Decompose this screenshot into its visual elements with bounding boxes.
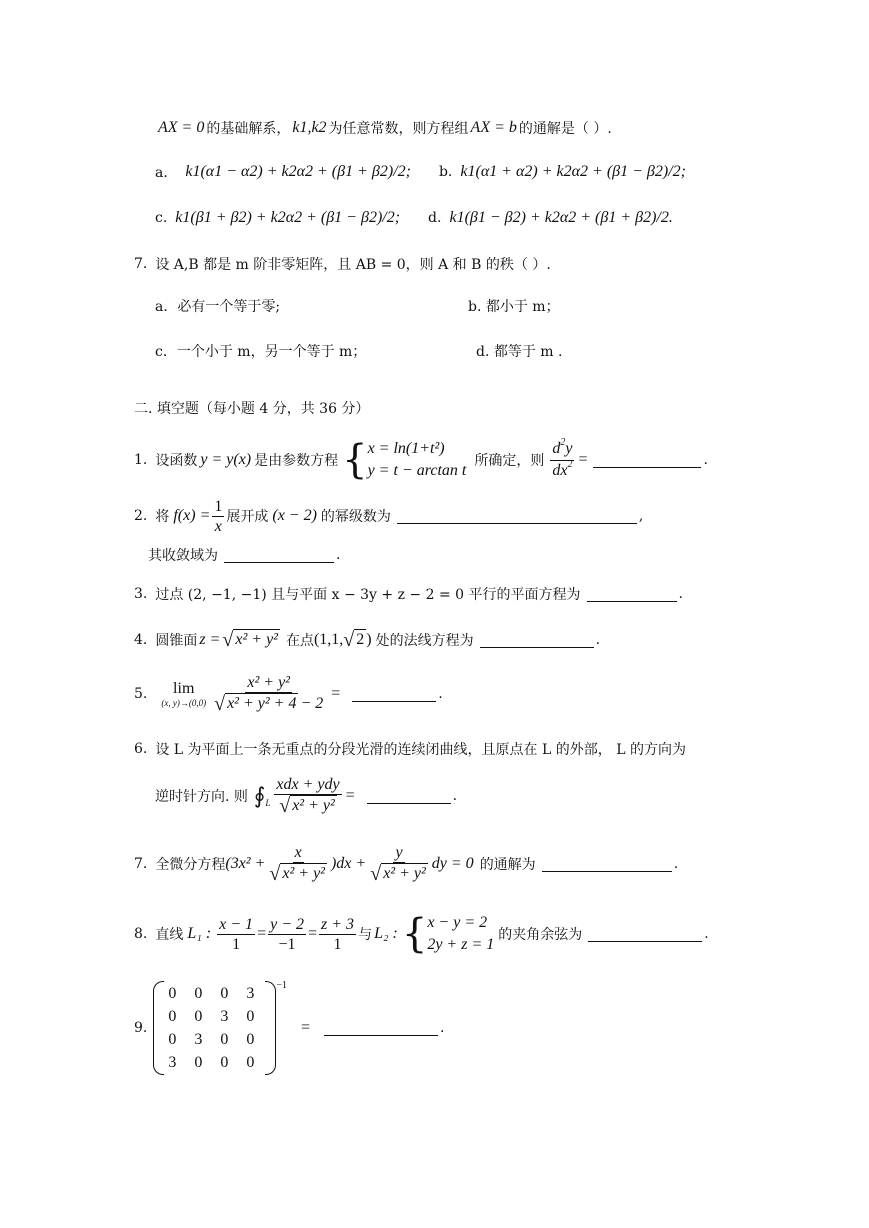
fill-1-mid: 是由参数方程 [254, 453, 339, 469]
fill-6-number: 6. [134, 741, 148, 757]
fill-1-end: . [703, 452, 708, 468]
matrix-row-4: 3 0 0 0 [168, 1054, 262, 1071]
q7-text: 设 A,B 都是 m 阶非零矩阵，且 AB = 0，则 A 和 B 的秩（ ）. [155, 257, 551, 273]
fill-4-point: (1,1, [313, 631, 344, 648]
fill-5-end: . [438, 686, 443, 702]
fill-8-answer-blank[interactable] [588, 927, 702, 942]
q6-option-row-1 [155, 152, 686, 192]
homogeneous-system: AX = 0 [158, 119, 205, 136]
sqrt-icon-5: √ [269, 863, 281, 885]
cone-radicand: x² + y² [233, 629, 280, 651]
fill-3-number: 3. [134, 586, 148, 602]
q7-option-b-text: b. 都小于 m； [468, 299, 560, 315]
nonhomogeneous-system: AX = b [470, 119, 517, 136]
sqrt-icon-3: √ [214, 693, 226, 715]
fill-4-mid: 在点 [285, 633, 314, 649]
q7-option-d [476, 341, 563, 361]
sqrt-icon-2: √ [343, 629, 355, 651]
fill-9 [134, 978, 444, 1078]
l1-x-fraction [217, 915, 255, 954]
fill-7-number: 7. [134, 856, 148, 872]
q6-option-row-2 [155, 198, 673, 238]
fill-1-number: 1. [134, 452, 148, 468]
sqrt-icon: √ [222, 629, 234, 651]
sqrt-icon-6: √ [370, 863, 382, 885]
fill-3-text: 过点 (2, −1, −1) 且与平面 x − 3y + z − 2 = 0 平行的平面方程为 [155, 587, 581, 603]
fill-7-d1: x² + y² [280, 863, 327, 885]
constants-k: k1,k2 [292, 119, 327, 136]
fill-5-number: 5. [134, 686, 148, 702]
limit-radicand: x² + y² + 4 [225, 693, 298, 715]
q6-text-2: 为任意常数，则方程组 [328, 121, 469, 137]
fill-2-end: , [638, 508, 644, 524]
fill-7-part-2: )dx + [330, 855, 367, 872]
fill-8-post: 的夹角余弦为 [498, 927, 583, 943]
fill-8-end: . [704, 926, 709, 942]
q7-option-b [468, 296, 560, 316]
l1-y-fraction [268, 915, 306, 954]
fill-9-answer-blank[interactable] [324, 1021, 438, 1036]
option-d-formula: k1(β1 − β2) + k2α2 + (β1 + β2)/2. [449, 209, 673, 226]
q6-text-3: 的通解是（ ）. [518, 121, 612, 137]
equals-2: = [308, 925, 318, 942]
fill-1-function: y = y(x) [200, 451, 252, 468]
fill-2-shift: (x − 2) [272, 507, 317, 524]
q7-option-a [155, 296, 280, 316]
fill-9-number: 9. [134, 1020, 148, 1036]
fill-2-mid: 展开成 [226, 509, 269, 525]
equals-1: = [257, 925, 267, 942]
fill-4-post: 处的法线方程为 [375, 633, 474, 649]
integrand-numerator: xdx + ydy [276, 776, 340, 793]
option-a-label: a． [155, 165, 178, 181]
limit-fraction [212, 673, 325, 715]
q7-option-a-text: a．必有一个等于零; [155, 299, 281, 315]
matrix-row-2: 0 0 3 0 [168, 1008, 262, 1025]
fill-8 [134, 908, 709, 960]
option-b-formula: k1(α1 + α2) + k2α2 + (β1 − β2)/2; [460, 163, 686, 180]
param-row-y: y = t − arctan t [367, 462, 467, 479]
matrix-right-paren [265, 981, 276, 1075]
l2-row-2: 2y + z = 1 [427, 936, 495, 953]
fill-6-equals: = [345, 787, 355, 804]
q7-option-c-text: c．一个小于 m，另一个等于 m； [155, 344, 367, 360]
fill-3-end: . [678, 586, 683, 602]
line-l2-label: L₂ : [374, 925, 398, 942]
fill-7-pre: 全微分方程 [155, 857, 226, 873]
fill-2-function: f(x) = [173, 507, 211, 524]
sqrt-icon-4: √ [279, 795, 291, 817]
fill-6-answer-blank[interactable] [367, 789, 451, 804]
fill-9-equals: = [301, 1019, 311, 1036]
fill-2 [134, 494, 643, 538]
fill-8-mid: 与 [358, 927, 373, 943]
l1-z-den: 1 [333, 935, 342, 953]
matrix-left-paren [153, 981, 164, 1075]
fill-2-domain-label: 其收敛域为 [148, 548, 218, 564]
left-brace-2: { [401, 911, 428, 957]
l1-y-den: −1 [278, 935, 296, 953]
limit-tail: − 2 [300, 695, 324, 712]
fill-4-end: . [595, 632, 601, 648]
l1-z-fraction [319, 915, 356, 954]
fill-4-answer-blank[interactable] [480, 633, 594, 648]
option-a-formula: k1(α1 − α2) + k2α2 + (β1 + β2)/2; [185, 163, 411, 180]
point-sqrt [343, 629, 366, 651]
fill-2-post: 的幂级数为 [320, 509, 391, 525]
lim-symbol: lim [173, 680, 195, 697]
fill-7-post: 的通解为 [479, 857, 536, 873]
param-row-x: x = ln(1+t²) [367, 440, 445, 457]
fill-6-end: . [452, 788, 458, 804]
fill-2-series-blank[interactable] [397, 509, 637, 524]
fill-8-pre: 直线 [155, 927, 184, 943]
fill-1-pre: 设函数 [155, 453, 198, 469]
fill-2-domain-blank[interactable] [224, 548, 334, 563]
q7-stem [134, 254, 551, 274]
fill-4 [134, 624, 600, 656]
q6-stem-continuation [158, 118, 612, 138]
parametric-system [342, 438, 466, 482]
reciprocal-x: $\frac{1}{x}$ [214, 497, 223, 535]
fill-9-end: . [440, 1020, 445, 1036]
l1-x-num: x − 1 [219, 915, 254, 933]
fill-5-equals: = [331, 685, 341, 702]
q7-number: 7. [134, 256, 148, 272]
line-l1-label: L₁ : [187, 925, 212, 942]
fill-7 [134, 838, 678, 890]
fill-4-lhs: z = [199, 631, 221, 648]
matrix [153, 981, 276, 1075]
fill-8-number: 8. [134, 926, 148, 942]
fill-2-line-2 [148, 545, 340, 565]
option-d-label: d. [428, 210, 442, 226]
fill-3-answer-blank[interactable] [587, 587, 677, 602]
l1-x-den: 1 [232, 935, 241, 953]
fill-5-answer-blank[interactable] [352, 687, 436, 702]
option-c-label: c. [155, 210, 168, 226]
q7-option-d-text: d. 都等于 m . [476, 344, 563, 360]
fill-1-post: 所确定，则 [474, 453, 545, 469]
fill-2-pre: 将 [155, 509, 170, 525]
fill-3 [134, 584, 683, 604]
left-brace: { [342, 437, 368, 483]
second-derivative: $\frac{d^2y}{dx^2}$ [552, 436, 573, 479]
fill-7-end: . [673, 856, 679, 872]
inverse-power: −1 [276, 980, 287, 991]
l1-y-num: y − 2 [270, 915, 304, 933]
fill-7-n2: y [395, 844, 403, 861]
fill-1 [134, 434, 708, 486]
option-c-formula: k1(β1 + β2) + k2α2 + (β1 − β2)/2; [175, 209, 401, 226]
fill-7-part-1: (3x² + [225, 855, 266, 872]
l2-system [402, 912, 494, 956]
fill-4-number: 4. [134, 632, 148, 648]
fill-7-d2: x² + y² [381, 863, 428, 885]
matrix-row-1: 0 0 0 3 [168, 985, 262, 1002]
point-radicand: 2 [354, 629, 366, 651]
matrix-row-3: 0 3 0 0 [168, 1031, 262, 1048]
fill-7-n1: x [294, 844, 302, 861]
q7-option-c [155, 341, 366, 361]
contour-integral-icon: ∮ [253, 783, 266, 808]
section-2-heading [134, 398, 369, 418]
integrand [274, 775, 341, 817]
limit [161, 680, 206, 708]
fill-7-part-3: dy = 0 [431, 855, 474, 872]
cone-sqrt [222, 629, 280, 651]
lim-subscript: (x, y)→(0,0) [161, 698, 207, 708]
fill-7-answer-blank[interactable] [542, 857, 672, 872]
limit-numerator: x² + y² [247, 674, 290, 691]
fill-6-text-2: 逆时针方向. 则 [155, 789, 248, 805]
integrand-radicand: x² + y² [290, 795, 337, 817]
fill-6-line-1: 设 L 为平面上一条无重点的分段光滑的连续闭曲线，且原点在 L 的外部， L 的方向为 [155, 742, 686, 758]
fill-2-number: 2. [134, 508, 148, 524]
fill-4-point-end: ) [366, 631, 372, 648]
fill-2-end-2: . [336, 547, 341, 563]
fill-7-fraction-1 [267, 843, 329, 885]
q6-text-1: 的基础解系， [206, 121, 291, 137]
l1-z-num: z + 3 [321, 915, 355, 933]
fill-7-fraction-2 [368, 843, 430, 885]
fill-5 [134, 666, 443, 722]
section-2-title: 二. 填空题（每小题 4 分，共 36 分） [134, 401, 370, 417]
fill-6 [134, 739, 686, 759]
option-b-label: b. [438, 164, 453, 180]
l2-row-1: x − y = 2 [427, 914, 488, 931]
fill-1-answer-blank[interactable] [593, 453, 701, 468]
integral-subscript: L [265, 798, 271, 808]
fill-4-pre: 圆锥面 [155, 633, 198, 649]
fill-1-equals: = [578, 451, 588, 468]
fill-6-line-2 [155, 770, 457, 822]
